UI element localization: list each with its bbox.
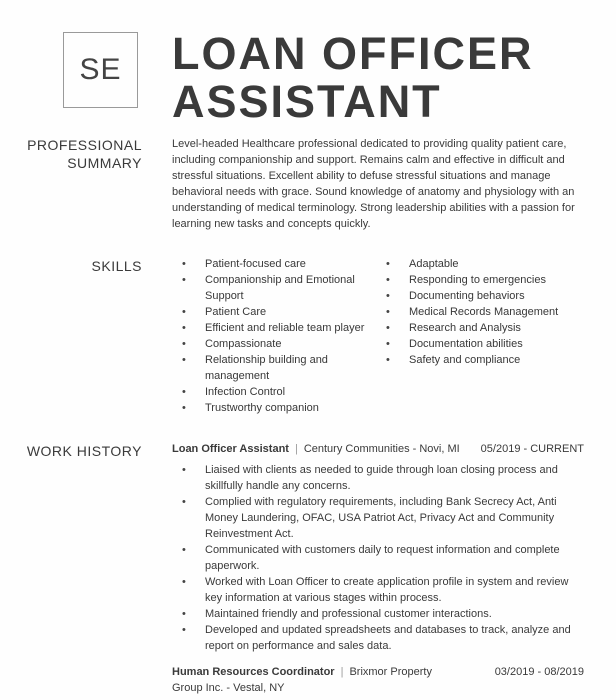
skill-item: • Patient Care	[172, 304, 368, 320]
separator: |	[340, 666, 344, 678]
candidate-name	[172, 30, 533, 126]
skill-item: • Trustworthy companion	[172, 400, 368, 416]
job-header	[172, 664, 584, 696]
name-line-1: LOAN OFFICER	[172, 28, 534, 79]
job-bullets	[172, 462, 584, 654]
skill-item: • Compassionate	[172, 336, 368, 352]
monogram-initials: SE	[79, 53, 122, 86]
skill-item: • Research and Analysis	[376, 320, 586, 336]
skill-item: • Medical Records Management	[376, 304, 586, 320]
job-bullet: • Complied with regulatory requirements, including Bank Secrecy Act, Anti Money Laundering, OFAC, USA Patriot Act, Privacy Act and Community Reinvestment Act.	[172, 494, 584, 542]
job-bullet: • Communicated with customers daily to request information and complete paperwork.	[172, 542, 584, 574]
job-company: Brixmor Property	[349, 666, 432, 678]
summary-heading	[27, 136, 142, 172]
job-bullet: • Maintained friendly and professional customer interactions.	[172, 606, 584, 622]
monogram-badge	[63, 32, 138, 108]
skill-item: • Relationship building and management	[172, 352, 368, 384]
job-bullet: • Worked with Loan Officer to create application profile in system and review key information at various stages within process.	[172, 574, 584, 606]
summary-text: Level-headed Healthcare professional dedicated to providing quality patient care, including companionship and support. Remains calm and effective in difficult and stressful situations. Excellent ability to defuse stressful situations and manage behavioral needs with grace. Sound knowledge of anatomy and physiology with an understanding of medical terminology. Strong leadership abilities with a passion for learning new tasks and concepts quickly.	[172, 138, 575, 230]
separator: |	[294, 443, 298, 455]
skill-item: • Documentation abilities	[376, 336, 586, 352]
job-company: Century Communities - Novi, MI	[303, 443, 460, 455]
skills-column-left	[172, 256, 368, 416]
job-header	[172, 441, 584, 457]
name-line-2: ASSISTANT	[172, 76, 442, 127]
summary-heading-line-2: SUMMARY	[67, 155, 142, 171]
job-dates: 03/2019 - 08/2019	[494, 666, 584, 678]
job-bullet: • Liaised with clients as needed to guide through loan closing process and skillfully handle any concerns.	[172, 462, 584, 494]
skill-item: • Patient-focused care	[172, 256, 368, 272]
skill-item: • Efficient and reliable team player	[172, 320, 368, 336]
skill-item: • Responding to emergencies	[376, 272, 586, 288]
skills-column-right	[376, 256, 586, 368]
skill-item: • Companionship and Emotional Support	[172, 272, 368, 304]
summary-heading-line-1: PROFESSIONAL	[27, 137, 142, 153]
job-bullet: • Developed and updated spreadsheets and databases to track, analyze and report on performance and sales data.	[172, 622, 584, 654]
job-dates: 05/2019 - CURRENT	[480, 443, 584, 455]
work-history-heading: WORK HISTORY	[26, 443, 142, 459]
skill-item: • Infection Control	[172, 384, 368, 400]
skills-heading: SKILLS	[91, 258, 142, 274]
job-title: Loan Officer Assistant	[172, 443, 289, 455]
job-company-continued: Group Inc. - Vestal, NY	[172, 682, 285, 694]
skill-item: • Adaptable	[376, 256, 586, 272]
skill-item: • Safety and compliance	[376, 352, 586, 368]
job-title: Human Resources Coordinator	[172, 666, 335, 678]
skill-item: • Documenting behaviors	[376, 288, 586, 304]
